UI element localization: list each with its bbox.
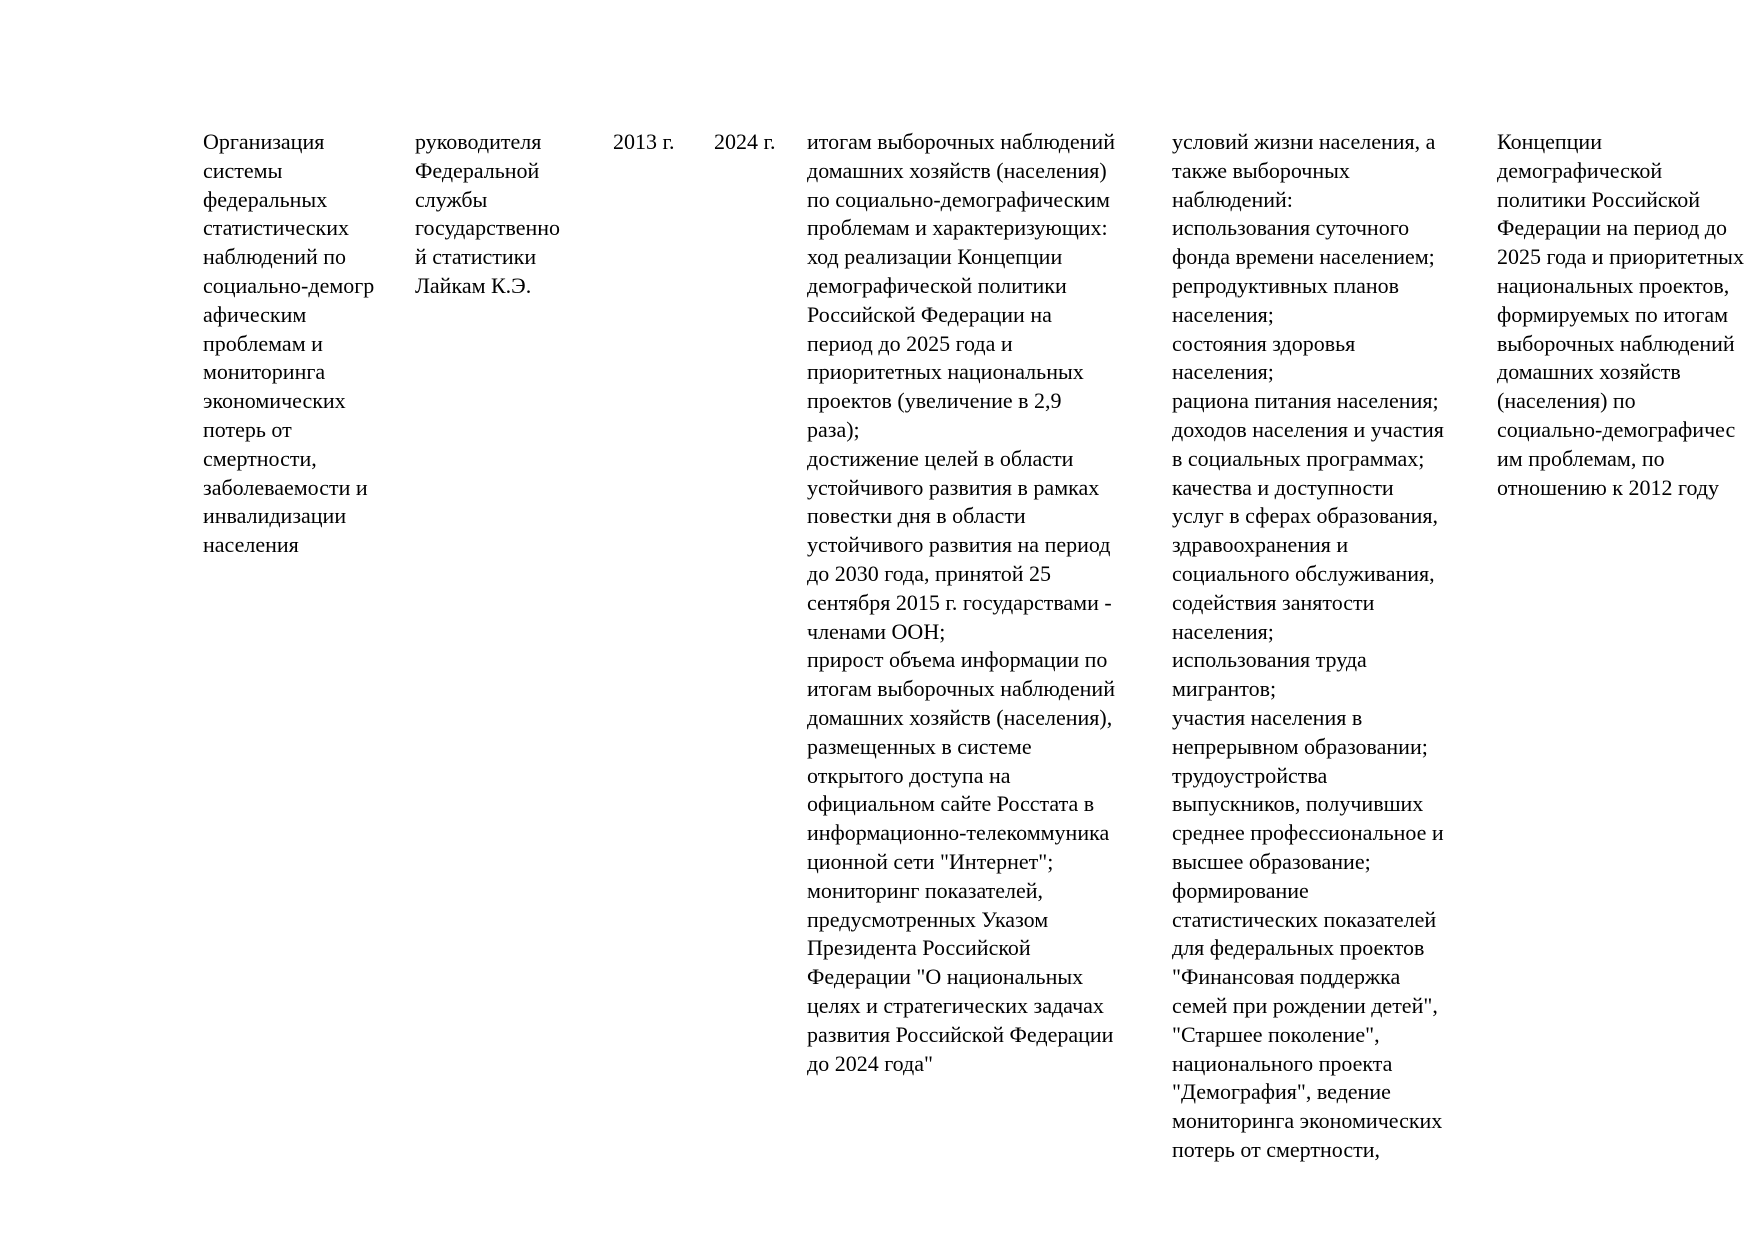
text-line: домашних хозяйств (населения) <box>807 157 1107 183</box>
text-line: открытого доступа на <box>807 762 1011 788</box>
text-line: наблюдений: <box>1172 186 1293 212</box>
text-line: домашних хозяйств (населения), <box>807 704 1113 730</box>
text-line: Федерации "О национальных <box>807 964 1084 990</box>
text-line: предусмотренных Указом <box>807 906 1049 932</box>
text-line: рациона питания населения; <box>1172 388 1439 414</box>
text-line: службы <box>415 186 488 212</box>
text-line: населения; <box>1172 301 1274 327</box>
text-line: здравоохранения и <box>1172 532 1349 558</box>
expected-result-cell <box>807 128 1115 1078</box>
text-line: мониторинг показателей, <box>807 877 1044 903</box>
text-line: Организация <box>203 129 325 154</box>
text-line: выпускников, получивших <box>1172 791 1424 817</box>
text-line: для федеральных проектов <box>1172 935 1425 961</box>
text-line: семей при рождении детей", <box>1172 992 1438 1018</box>
text-line: в социальных программах; <box>1172 445 1425 471</box>
text-line: состояния здоровья <box>1172 330 1356 356</box>
text-line: населения; <box>1172 618 1274 644</box>
text-line: итогам выборочных наблюдений <box>807 676 1115 702</box>
text-line: Федеральной <box>415 157 540 183</box>
text-line: населения; <box>1172 359 1274 385</box>
text-line: отношению к 2012 году <box>1497 474 1720 500</box>
text-line: условий жизни населения, а <box>1172 129 1436 154</box>
text-line: й статистики <box>415 244 537 270</box>
text-line: также выборочных <box>1172 157 1350 183</box>
text-line: приоритетных национальных <box>807 359 1084 385</box>
text-line: Российской Федерации на <box>807 301 1052 327</box>
text-line: домашних хозяйств <box>1497 359 1681 385</box>
text-line: 2025 года и приоритетных <box>1497 244 1744 270</box>
text-line: формирование <box>1172 877 1309 903</box>
end-year-cell <box>714 128 776 157</box>
text-line: целях и стратегических задачах <box>807 992 1104 1018</box>
text-line: информационно-телекоммуника <box>807 820 1110 846</box>
text-line: Федерации на период до <box>1497 215 1728 241</box>
text-line: потерь от <box>203 416 292 442</box>
text-line: мигрантов; <box>1172 676 1277 702</box>
text-line: государственно <box>415 215 561 241</box>
text-line: до 2024 года" <box>807 1050 933 1076</box>
text-line: фонда времени населением; <box>1172 244 1435 270</box>
text-line: устойчивого развития на период <box>807 532 1111 558</box>
text-line: национальных проектов, <box>1497 272 1730 298</box>
text-line: заболеваемости и <box>203 474 368 500</box>
text-line: "Старшее поколение", <box>1172 1021 1380 1047</box>
text-line: сентября 2015 г. государствами - <box>807 589 1112 615</box>
text-line: формируемых по итогам <box>1497 301 1729 327</box>
text-line: демографической политики <box>807 272 1067 298</box>
text-line: устойчивого развития в рамках <box>807 474 1100 500</box>
text-line: населения <box>203 532 299 558</box>
text-line: членами ООН; <box>807 618 946 644</box>
text-line: до 2030 года, принятой 25 <box>807 560 1052 586</box>
text-line: национального проекта <box>1172 1050 1393 1076</box>
text-line: системы <box>203 157 283 183</box>
text-line: среднее профессиональное и <box>1172 820 1444 846</box>
start-year-cell <box>613 128 675 157</box>
text-line: раза); <box>807 416 860 442</box>
text-line: по социально-демографическим <box>807 186 1110 212</box>
text-line: федеральных <box>203 186 328 212</box>
text-line: социального обслуживания, <box>1172 560 1435 586</box>
text-line: потерь от смертности, <box>1172 1136 1380 1162</box>
text-line: размещенных в системе <box>807 733 1032 759</box>
text-line: ционной сети "Интернет"; <box>807 848 1054 874</box>
text-line: официальном сайте Росстата в <box>807 791 1095 817</box>
text-line: выборочных наблюдений <box>1497 330 1735 356</box>
text-line: Президента Российской <box>807 935 1031 961</box>
text-line: социально-демогр <box>203 272 375 298</box>
activity-name-cell <box>203 128 374 560</box>
text-line: использования суточного <box>1172 215 1410 241</box>
text-line: социально-демографичес <box>1497 416 1736 442</box>
text-line: 2024 г. <box>714 129 776 154</box>
text-line: им проблемам, по <box>1497 445 1665 471</box>
text-line: "Финансовая поддержка <box>1172 964 1401 990</box>
text-line: доходов населения и участия <box>1172 416 1444 442</box>
text-line: репродуктивных планов <box>1172 272 1400 298</box>
text-line: 2013 г. <box>613 129 675 154</box>
text-line: трудоустройства <box>1172 762 1328 788</box>
text-line: проблемам и <box>203 330 323 356</box>
text-line: повестки дня в области <box>807 503 1026 529</box>
text-line: статистических <box>203 215 349 241</box>
text-line: период до 2025 года и <box>807 330 1013 356</box>
text-line: участия населения в <box>1172 704 1363 730</box>
text-line: Концепции <box>1497 129 1602 154</box>
text-line: высшее образование; <box>1172 848 1371 874</box>
activity-description-cell <box>1172 128 1444 1165</box>
text-line: мониторинга экономических <box>1172 1108 1443 1134</box>
text-line: инвалидизации <box>203 503 347 529</box>
text-line: развития Российской Федерации <box>807 1021 1114 1047</box>
text-line: качества и доступности <box>1172 474 1394 500</box>
text-line: политики Российской <box>1497 186 1701 212</box>
responsible-person-cell <box>415 128 560 301</box>
text-line: руководителя <box>415 129 542 154</box>
text-line: содействия занятости <box>1172 589 1375 615</box>
text-line: проблемам и характеризующих: <box>807 215 1108 241</box>
text-line: статистических показателей <box>1172 906 1437 932</box>
text-line: Лайкам К.Э. <box>415 272 532 298</box>
text-line: экономических <box>203 388 346 414</box>
text-line: мониторинга <box>203 359 326 385</box>
text-line: использования труда <box>1172 647 1367 673</box>
text-line: проектов (увеличение в 2,9 <box>807 388 1062 414</box>
text-line: услуг в сферах образования, <box>1172 503 1439 529</box>
text-line: смертности, <box>203 445 317 471</box>
text-line: "Демография", ведение <box>1172 1079 1391 1105</box>
text-line: (населения) по <box>1497 388 1636 414</box>
text-line: демографической <box>1497 157 1663 183</box>
text-line: наблюдений по <box>203 244 347 270</box>
text-line: непрерывном образовании; <box>1172 733 1428 759</box>
text-line: итогам выборочных наблюдений <box>807 129 1115 154</box>
text-line: прирост объема информации по <box>807 647 1108 673</box>
text-line: достижение целей в области <box>807 445 1074 471</box>
text-line: афическим <box>203 301 307 327</box>
text-line: ход реализации Концепции <box>807 244 1063 270</box>
indicator-cell <box>1497 128 1744 502</box>
